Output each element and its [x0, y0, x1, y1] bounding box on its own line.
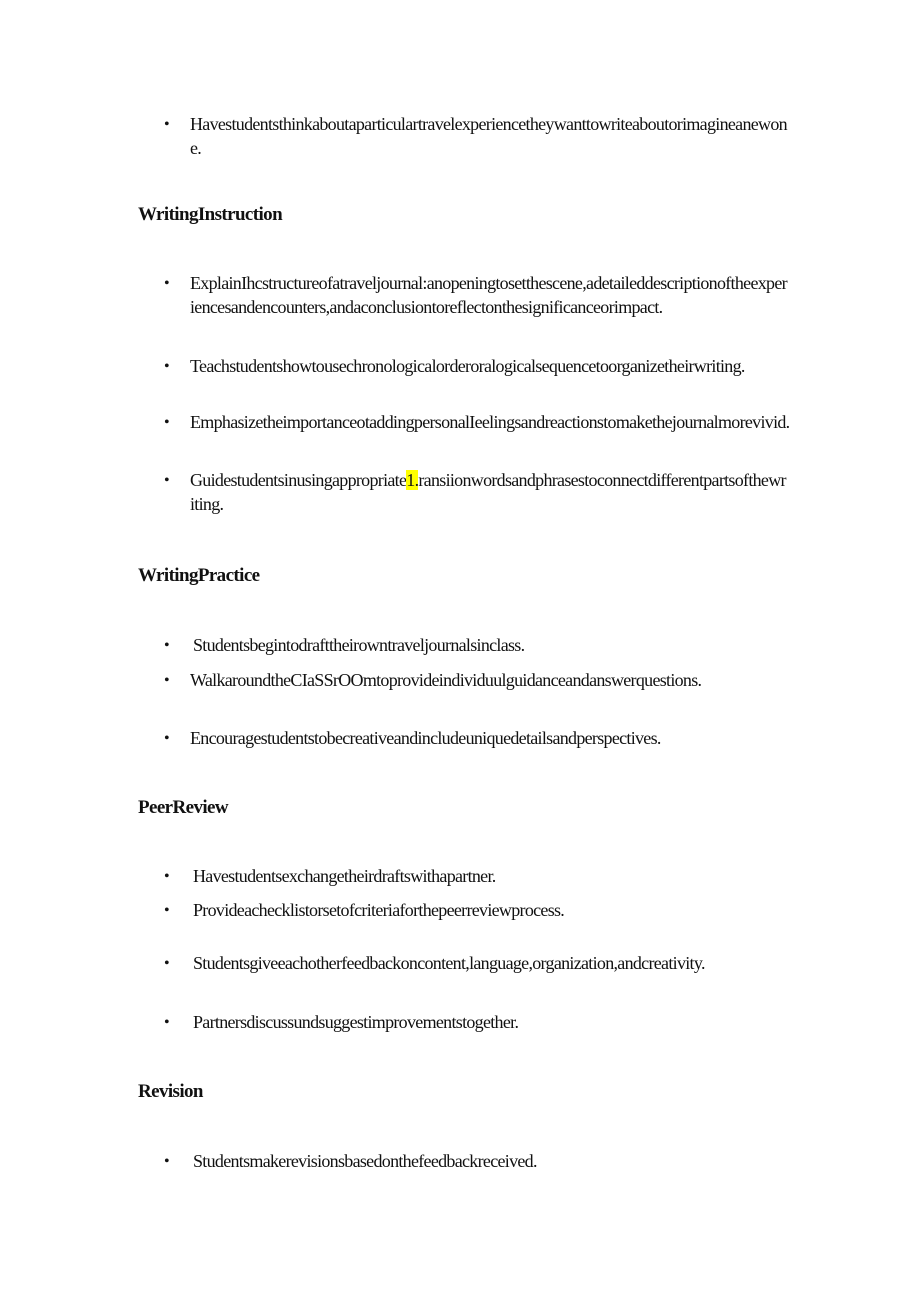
list-item-text: Studentsgiveeachotherfeedbackoncontent,language,organization,andcreativity. — [193, 953, 705, 973]
list-item-text: Encouragestudentstobecreativeandincludeuniquedetailsandperspectives. — [190, 728, 661, 748]
list-item — [164, 865, 793, 889]
list-item — [164, 272, 790, 319]
bullet-icon: • — [164, 868, 170, 885]
list-item — [164, 1011, 793, 1035]
bullet-icon: • — [164, 730, 170, 747]
list-item — [164, 634, 793, 658]
section-heading-writing-practice: WritingPractice — [138, 565, 260, 586]
list-item — [164, 411, 790, 435]
list-item-text: EmphasizetheimportanceotaddingpersonalIeelingsandreactionstomakethejournalmorevivid. — [190, 412, 790, 432]
list-item-text: Studentsmakerevisionsbasedonthefeedbackreceived. — [193, 1151, 537, 1171]
list-item — [164, 899, 793, 923]
bullet-icon: • — [164, 1014, 170, 1031]
bullet-icon: • — [164, 116, 170, 133]
list-item-text: Havestudentsthinkaboutaparticulartravelexperiencetheywanttowriteaboutorimagineanewone. — [190, 114, 787, 158]
list-item — [164, 952, 793, 976]
bullet-icon: • — [164, 672, 170, 689]
list-item — [164, 113, 790, 160]
section-heading-writing-instruction: WritingInstruction — [138, 204, 283, 225]
bullet-icon: • — [164, 637, 170, 654]
bullet-icon: • — [164, 902, 170, 919]
list-item-text: ExplainIhcstructureofatraveljournal:anopeningtosetthescene,adetaileddescriptionoftheexperiencesandencounters,andaconclusiontoreflectonthesignificanceorimpact. — [190, 273, 787, 317]
list-item — [164, 469, 790, 516]
highlighted-text: 1. — [406, 470, 419, 490]
list-item-text: Provideachecklistorsetofcriteriaforthepeerreviewprocess. — [193, 900, 565, 920]
list-item-text-after: ransiionwordsandphrasestoconnectdifferentpartsofthewriting. — [190, 470, 786, 514]
section-heading-peer-review: PeerReview — [138, 797, 228, 818]
list-item-text: WalkaroundtheCIaSSrOOmtoprovideindividuulguidanceandanswerquestions. — [190, 670, 702, 690]
bullet-icon: • — [164, 955, 170, 972]
bullet-icon: • — [164, 472, 170, 489]
list-item — [164, 355, 790, 379]
list-item — [164, 669, 790, 693]
section-heading-revision: Revision — [138, 1081, 203, 1102]
bullet-icon: • — [164, 358, 170, 375]
list-item-text: Studentsbegintodrafttheirowntraveljournalsinclass. — [193, 635, 525, 655]
bullet-icon: • — [164, 414, 170, 431]
list-item — [164, 1150, 793, 1174]
list-item-text: Havestudentsexchangetheirdraftswithapartner. — [193, 866, 496, 886]
list-item-text: Partnersdiscussundsuggestimprovementstogether. — [193, 1012, 519, 1032]
list-item-text: Teachstudentshowtousechronologicalorderoralogicalsequencetoorganizetheirwriting. — [190, 356, 745, 376]
list-item-text-before: Guidestudentsinusingappropriate — [190, 470, 407, 490]
bullet-icon: • — [164, 275, 170, 292]
list-item — [164, 727, 790, 751]
bullet-icon: • — [164, 1153, 170, 1170]
